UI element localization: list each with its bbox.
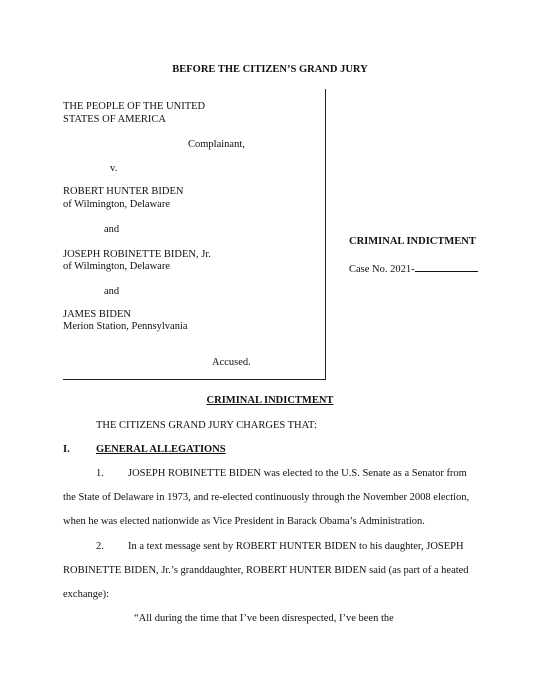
- indictment-title-right: CRIMINAL INDICTMENT: [349, 236, 476, 247]
- section-number: I.: [63, 444, 70, 455]
- complainant-role: Complainant,: [188, 139, 245, 150]
- section-heading: GENERAL ALLEGATIONS: [96, 444, 226, 455]
- paragraph-2-line-1: In a text message sent by ROBERT HUNTER BIDEN to his daughter, JOSEPH: [128, 541, 464, 552]
- indictment-section-title: CRIMINAL INDICTMENT: [206, 395, 334, 406]
- accused-role: Accused.: [212, 357, 251, 368]
- caption-bottom-rule: [63, 379, 326, 380]
- paragraph-1-line-3: when he was elected nationwide as Vice President in Barack Obama’s Administration.: [63, 516, 425, 527]
- caption-vertical-rule: [325, 89, 326, 380]
- paragraph-2-line-3: exchange):: [63, 589, 110, 600]
- paragraph-2-line-2: ROBINETTE BIDEN, Jr.’s granddaughter, ROBERT HUNTER BIDEN said (as part of a heated: [63, 565, 469, 576]
- case-number-blank: [415, 261, 478, 272]
- versus-label: v.: [110, 163, 118, 174]
- complainant-line-2: STATES OF AMERICA: [63, 114, 167, 125]
- paragraph-1-number: 1.: [96, 468, 104, 479]
- defendant-1-name: ROBERT HUNTER BIDEN: [63, 186, 184, 197]
- case-number: [349, 261, 478, 275]
- court-heading: BEFORE THE CITIZEN’S GRAND JURY: [172, 64, 368, 75]
- defendant-1-location: of Wilmington, Delaware: [63, 199, 170, 210]
- charges-intro: THE CITIZENS GRAND JURY CHARGES THAT:: [96, 420, 317, 431]
- defendant-3-name: JAMES BIDEN: [63, 309, 131, 320]
- case-number-label: Case No. 2021-: [349, 264, 415, 275]
- defendant-3-location: Merion Station, Pennsylvania: [63, 321, 188, 332]
- paragraph-2-number: 2.: [96, 541, 104, 552]
- and-separator-1: and: [104, 224, 120, 235]
- complainant-line-1: THE PEOPLE OF THE UNITED: [63, 101, 206, 112]
- paragraph-1-line-1: JOSEPH ROBINETTE BIDEN was elected to the U.S. Senate as a Senator from: [128, 468, 467, 479]
- defendant-2-name: JOSEPH ROBINETTE BIDEN, Jr.: [63, 249, 211, 260]
- quote-line-1: “All during the time that I’ve been disrespected, I’ve been the: [134, 613, 394, 624]
- paragraph-1-line-2: the State of Delaware in 1973, and re-elected continuously through the November 2008 election,: [63, 492, 470, 503]
- defendant-2-location: of Wilmington, Delaware: [63, 261, 170, 272]
- and-separator-2: and: [104, 286, 120, 297]
